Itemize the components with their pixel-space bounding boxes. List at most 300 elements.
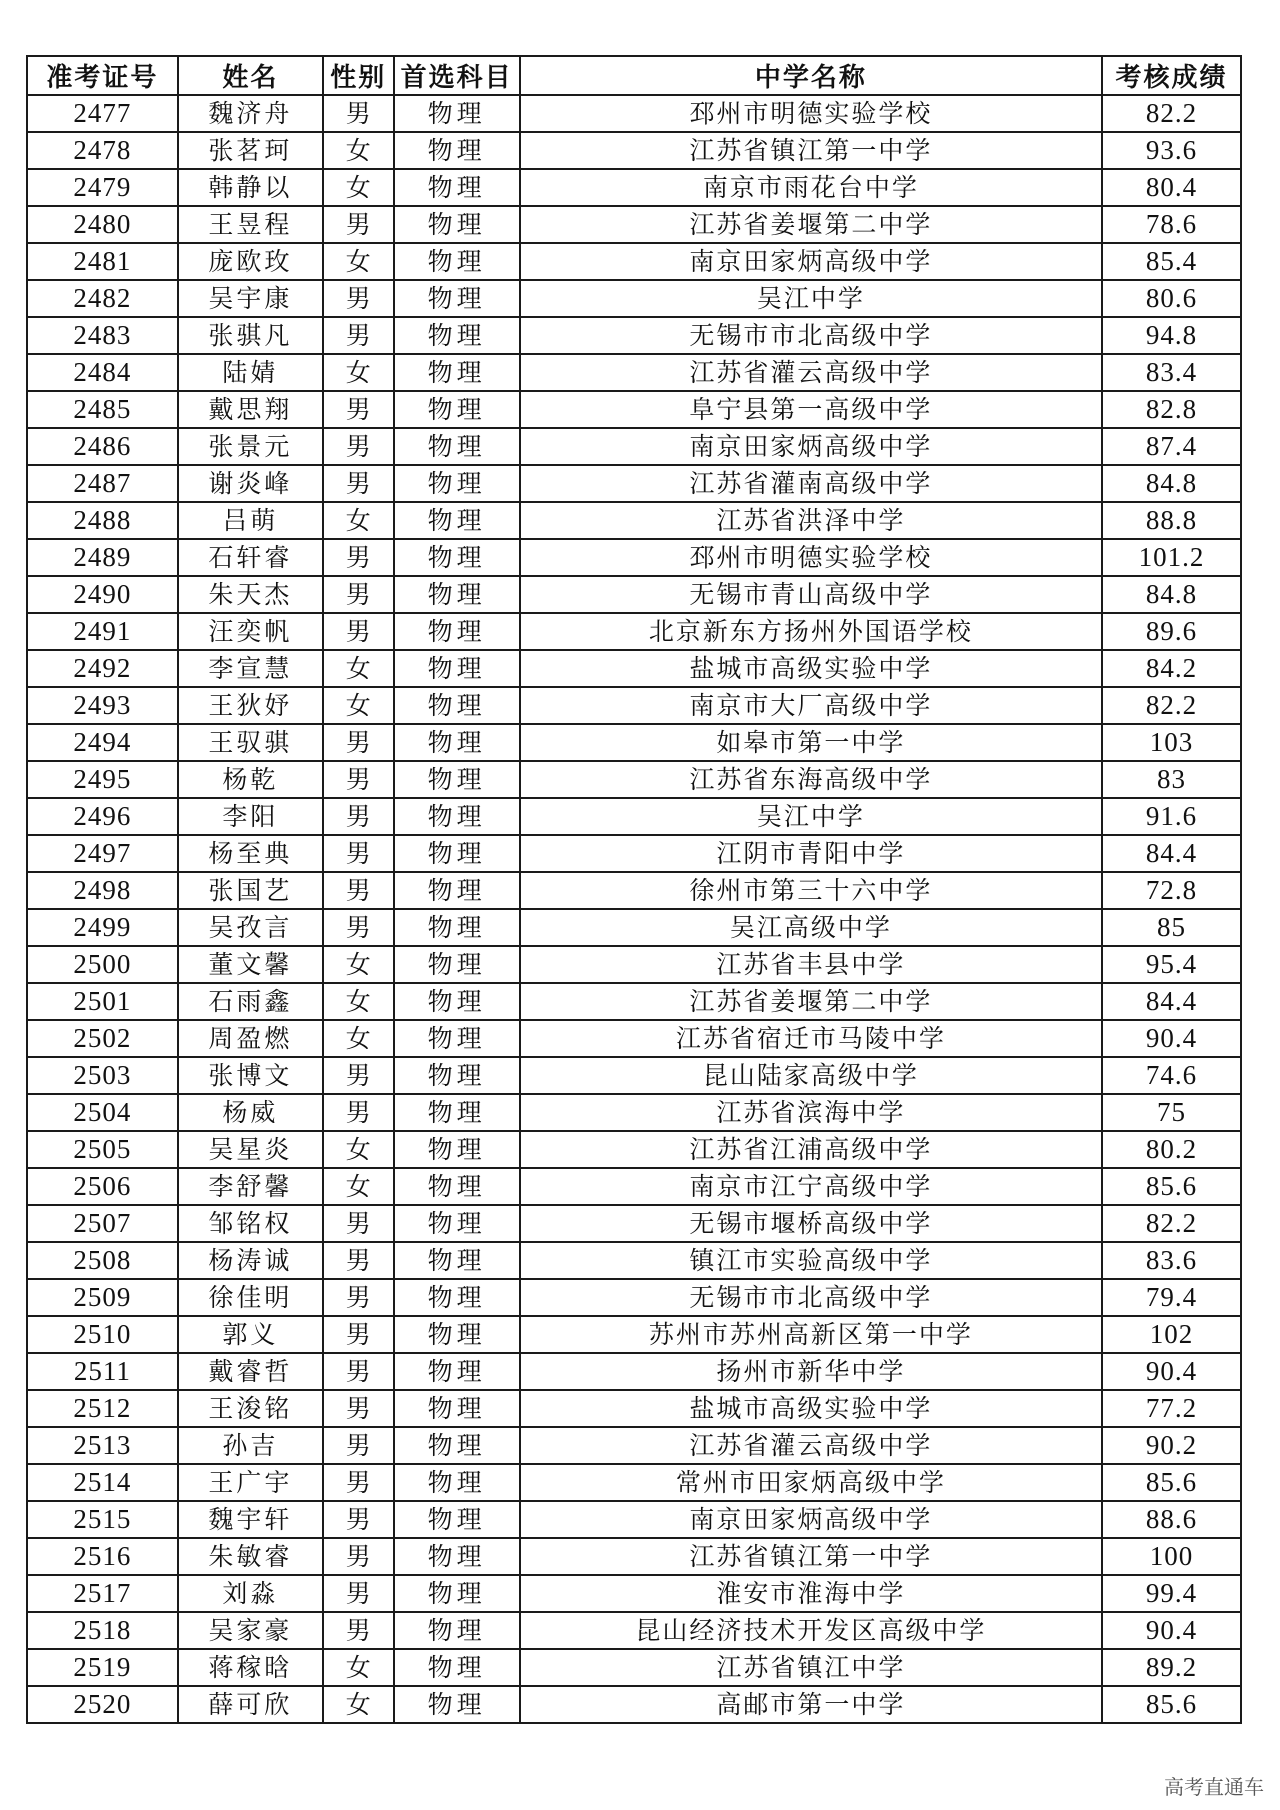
school-cell: 南京田家炳高级中学 [520, 1501, 1102, 1538]
exam-id-cell: 2497 [27, 835, 178, 872]
name-cell: 魏宇轩 [178, 1501, 323, 1538]
score-cell: 80.6 [1102, 280, 1241, 317]
subject-cell: 物理 [394, 761, 520, 798]
subject-cell: 物理 [394, 1390, 520, 1427]
gender-cell: 女 [323, 983, 394, 1020]
name-cell: 吕萌 [178, 502, 323, 539]
gender-cell: 男 [323, 872, 394, 909]
exam-id-cell: 2519 [27, 1649, 178, 1686]
gender-cell: 男 [323, 1427, 394, 1464]
score-cell: 84.8 [1102, 465, 1241, 502]
gender-cell: 男 [323, 1316, 394, 1353]
score-cell: 90.4 [1102, 1353, 1241, 1390]
exam-id-cell: 2514 [27, 1464, 178, 1501]
name-cell: 孙吉 [178, 1427, 323, 1464]
table-row [27, 1094, 1241, 1131]
school-cell: 江苏省滨海中学 [520, 1094, 1102, 1131]
exam-id-cell: 2512 [27, 1390, 178, 1427]
table-row [27, 465, 1241, 502]
table-body [27, 95, 1241, 1723]
exam-id-cell: 2505 [27, 1131, 178, 1168]
exam-id-cell: 2508 [27, 1242, 178, 1279]
subject-cell: 物理 [394, 1057, 520, 1094]
subject-cell: 物理 [394, 1279, 520, 1316]
table-row [27, 1390, 1241, 1427]
table-row [27, 835, 1241, 872]
name-cell: 邹铭权 [178, 1205, 323, 1242]
table-row [27, 1427, 1241, 1464]
school-cell: 江苏省灌云高级中学 [520, 354, 1102, 391]
subject-cell: 物理 [394, 317, 520, 354]
score-cell: 101.2 [1102, 539, 1241, 576]
subject-cell: 物理 [394, 1205, 520, 1242]
gender-cell: 男 [323, 1464, 394, 1501]
name-cell: 杨至典 [178, 835, 323, 872]
school-cell: 江苏省宿迁市马陵中学 [520, 1020, 1102, 1057]
school-cell: 无锡市堰桥高级中学 [520, 1205, 1102, 1242]
subject-cell: 物理 [394, 206, 520, 243]
table-row [27, 1353, 1241, 1390]
subject-cell: 物理 [394, 1575, 520, 1612]
table-row [27, 539, 1241, 576]
header-subject: 首选科目 [394, 56, 520, 95]
school-cell: 常州市田家炳高级中学 [520, 1464, 1102, 1501]
name-cell: 刘淼 [178, 1575, 323, 1612]
name-cell: 吴孜言 [178, 909, 323, 946]
table-row [27, 872, 1241, 909]
score-cell: 90.2 [1102, 1427, 1241, 1464]
gender-cell: 男 [323, 1205, 394, 1242]
name-cell: 李阳 [178, 798, 323, 835]
table-row [27, 909, 1241, 946]
subject-cell: 物理 [394, 909, 520, 946]
school-cell: 江苏省灌南高级中学 [520, 465, 1102, 502]
exam-id-cell: 2488 [27, 502, 178, 539]
gender-cell: 男 [323, 539, 394, 576]
name-cell: 王广宇 [178, 1464, 323, 1501]
exam-id-cell: 2481 [27, 243, 178, 280]
school-cell: 扬州市新华中学 [520, 1353, 1102, 1390]
name-cell: 李舒馨 [178, 1168, 323, 1205]
exam-id-cell: 2500 [27, 946, 178, 983]
name-cell: 王狄妤 [178, 687, 323, 724]
gender-cell: 男 [323, 761, 394, 798]
score-cell: 77.2 [1102, 1390, 1241, 1427]
subject-cell: 物理 [394, 1612, 520, 1649]
exam-id-cell: 2479 [27, 169, 178, 206]
school-cell: 吴江中学 [520, 280, 1102, 317]
gender-cell: 女 [323, 687, 394, 724]
school-cell: 淮安市淮海中学 [520, 1575, 1102, 1612]
gender-cell: 男 [323, 576, 394, 613]
table-row [27, 761, 1241, 798]
table-row [27, 983, 1241, 1020]
score-cell: 83.4 [1102, 354, 1241, 391]
exam-id-cell: 2513 [27, 1427, 178, 1464]
header-gender: 性别 [323, 56, 394, 95]
subject-cell: 物理 [394, 465, 520, 502]
subject-cell: 物理 [394, 1353, 520, 1390]
exam-id-cell: 2517 [27, 1575, 178, 1612]
school-cell: 江苏省镇江第一中学 [520, 1538, 1102, 1575]
table-row [27, 391, 1241, 428]
gender-cell: 男 [323, 1501, 394, 1538]
exam-id-cell: 2504 [27, 1094, 178, 1131]
exam-id-cell: 2520 [27, 1686, 178, 1723]
name-cell: 杨乾 [178, 761, 323, 798]
gender-cell: 男 [323, 465, 394, 502]
score-cell: 88.6 [1102, 1501, 1241, 1538]
gender-cell: 男 [323, 1353, 394, 1390]
table-row [27, 132, 1241, 169]
gender-cell: 女 [323, 502, 394, 539]
school-cell: 北京新东方扬州外国语学校 [520, 613, 1102, 650]
school-cell: 江苏省镇江中学 [520, 1649, 1102, 1686]
exam-id-cell: 2502 [27, 1020, 178, 1057]
school-cell: 江苏省灌云高级中学 [520, 1427, 1102, 1464]
subject-cell: 物理 [394, 576, 520, 613]
table-row [27, 1205, 1241, 1242]
gender-cell: 男 [323, 909, 394, 946]
name-cell: 张茗珂 [178, 132, 323, 169]
table-row [27, 169, 1241, 206]
subject-cell: 物理 [394, 354, 520, 391]
school-cell: 昆山经济技术开发区高级中学 [520, 1612, 1102, 1649]
gender-cell: 女 [323, 169, 394, 206]
name-cell: 吴星炎 [178, 1131, 323, 1168]
name-cell: 石雨鑫 [178, 983, 323, 1020]
table-row [27, 1464, 1241, 1501]
exam-id-cell: 2498 [27, 872, 178, 909]
score-cell: 85.6 [1102, 1686, 1241, 1723]
name-cell: 石轩睿 [178, 539, 323, 576]
name-cell: 张景元 [178, 428, 323, 465]
exam-id-cell: 2503 [27, 1057, 178, 1094]
school-cell: 江苏省丰县中学 [520, 946, 1102, 983]
school-cell: 江苏省姜堰第二中学 [520, 983, 1102, 1020]
score-cell: 87.4 [1102, 428, 1241, 465]
school-cell: 南京市大厂高级中学 [520, 687, 1102, 724]
school-cell: 邳州市明德实验学校 [520, 539, 1102, 576]
table-row [27, 280, 1241, 317]
score-cell: 83 [1102, 761, 1241, 798]
gender-cell: 女 [323, 354, 394, 391]
exam-id-cell: 2485 [27, 391, 178, 428]
subject-cell: 物理 [394, 539, 520, 576]
results-table [26, 55, 1242, 1724]
score-cell: 90.4 [1102, 1612, 1241, 1649]
gender-cell: 女 [323, 132, 394, 169]
school-cell: 无锡市青山高级中学 [520, 576, 1102, 613]
score-cell: 78.6 [1102, 206, 1241, 243]
name-cell: 蒋稼晗 [178, 1649, 323, 1686]
score-cell: 84.8 [1102, 576, 1241, 613]
subject-cell: 物理 [394, 243, 520, 280]
school-cell: 无锡市市北高级中学 [520, 317, 1102, 354]
subject-cell: 物理 [394, 1131, 520, 1168]
school-cell: 江苏省东海高级中学 [520, 761, 1102, 798]
gender-cell: 女 [323, 1168, 394, 1205]
subject-cell: 物理 [394, 724, 520, 761]
school-cell: 盐城市高级实验中学 [520, 650, 1102, 687]
school-cell: 苏州市苏州高新区第一中学 [520, 1316, 1102, 1353]
name-cell: 戴睿哲 [178, 1353, 323, 1390]
score-cell: 90.4 [1102, 1020, 1241, 1057]
subject-cell: 物理 [394, 132, 520, 169]
exam-id-cell: 2487 [27, 465, 178, 502]
table-row [27, 1057, 1241, 1094]
school-cell: 阜宁县第一高级中学 [520, 391, 1102, 428]
subject-cell: 物理 [394, 1242, 520, 1279]
name-cell: 张骐凡 [178, 317, 323, 354]
name-cell: 吴宇康 [178, 280, 323, 317]
school-cell: 高邮市第一中学 [520, 1686, 1102, 1723]
exam-id-cell: 2510 [27, 1316, 178, 1353]
table-row [27, 1168, 1241, 1205]
exam-id-cell: 2491 [27, 613, 178, 650]
school-cell: 昆山陆家高级中学 [520, 1057, 1102, 1094]
gender-cell: 男 [323, 317, 394, 354]
gender-cell: 男 [323, 724, 394, 761]
exam-id-cell: 2511 [27, 1353, 178, 1390]
exam-id-cell: 2482 [27, 280, 178, 317]
school-cell: 盐城市高级实验中学 [520, 1390, 1102, 1427]
score-cell: 88.8 [1102, 502, 1241, 539]
name-cell: 朱敏睿 [178, 1538, 323, 1575]
name-cell: 薛可欣 [178, 1686, 323, 1723]
name-cell: 董文馨 [178, 946, 323, 983]
exam-id-cell: 2499 [27, 909, 178, 946]
school-cell: 江苏省洪泽中学 [520, 502, 1102, 539]
table-row [27, 1612, 1241, 1649]
name-cell: 徐佳明 [178, 1279, 323, 1316]
score-cell: 85.6 [1102, 1168, 1241, 1205]
name-cell: 陆婧 [178, 354, 323, 391]
name-cell: 王浚铭 [178, 1390, 323, 1427]
school-cell: 江苏省镇江第一中学 [520, 132, 1102, 169]
score-cell: 95.4 [1102, 946, 1241, 983]
school-cell: 吴江中学 [520, 798, 1102, 835]
header-name: 姓名 [178, 56, 323, 95]
gender-cell: 女 [323, 243, 394, 280]
school-cell: 吴江高级中学 [520, 909, 1102, 946]
subject-cell: 物理 [394, 1649, 520, 1686]
subject-cell: 物理 [394, 169, 520, 206]
exam-id-cell: 2478 [27, 132, 178, 169]
score-cell: 79.4 [1102, 1279, 1241, 1316]
gender-cell: 男 [323, 206, 394, 243]
table-row [27, 1020, 1241, 1057]
table-row [27, 354, 1241, 391]
score-cell: 72.8 [1102, 872, 1241, 909]
score-cell: 99.4 [1102, 1575, 1241, 1612]
exam-id-cell: 2483 [27, 317, 178, 354]
score-cell: 82.8 [1102, 391, 1241, 428]
exam-id-cell: 2506 [27, 1168, 178, 1205]
subject-cell: 物理 [394, 280, 520, 317]
subject-cell: 物理 [394, 1538, 520, 1575]
subject-cell: 物理 [394, 983, 520, 1020]
name-cell: 汪奕帆 [178, 613, 323, 650]
gender-cell: 女 [323, 1649, 394, 1686]
subject-cell: 物理 [394, 798, 520, 835]
gender-cell: 女 [323, 1020, 394, 1057]
score-cell: 84.4 [1102, 835, 1241, 872]
name-cell: 韩静以 [178, 169, 323, 206]
table-row [27, 946, 1241, 983]
score-cell: 102 [1102, 1316, 1241, 1353]
score-cell: 89.6 [1102, 613, 1241, 650]
table-row [27, 243, 1241, 280]
subject-cell: 物理 [394, 1427, 520, 1464]
name-cell: 张博文 [178, 1057, 323, 1094]
name-cell: 朱天杰 [178, 576, 323, 613]
gender-cell: 女 [323, 1686, 394, 1723]
name-cell: 戴思翔 [178, 391, 323, 428]
gender-cell: 男 [323, 1094, 394, 1131]
header-exam-id: 准考证号 [27, 56, 178, 95]
table-row [27, 1316, 1241, 1353]
exam-id-cell: 2486 [27, 428, 178, 465]
school-cell: 南京田家炳高级中学 [520, 243, 1102, 280]
score-cell: 82.2 [1102, 1205, 1241, 1242]
school-cell: 江苏省姜堰第二中学 [520, 206, 1102, 243]
watermark-text: 高考直通车 [1164, 1775, 1264, 1799]
name-cell: 王昱程 [178, 206, 323, 243]
exam-id-cell: 2489 [27, 539, 178, 576]
exam-id-cell: 2516 [27, 1538, 178, 1575]
table-row [27, 576, 1241, 613]
exam-id-cell: 2507 [27, 1205, 178, 1242]
school-cell: 如皋市第一中学 [520, 724, 1102, 761]
gender-cell: 男 [323, 95, 394, 132]
name-cell: 王驭骐 [178, 724, 323, 761]
score-cell: 85.6 [1102, 1464, 1241, 1501]
score-cell: 103 [1102, 724, 1241, 761]
name-cell: 李宣慧 [178, 650, 323, 687]
name-cell: 周盈燃 [178, 1020, 323, 1057]
gender-cell: 男 [323, 835, 394, 872]
table-row [27, 687, 1241, 724]
subject-cell: 物理 [394, 1686, 520, 1723]
table-row [27, 650, 1241, 687]
name-cell: 庞欧玫 [178, 243, 323, 280]
score-cell: 94.8 [1102, 317, 1241, 354]
table-row [27, 724, 1241, 761]
exam-id-cell: 2518 [27, 1612, 178, 1649]
subject-cell: 物理 [394, 946, 520, 983]
school-cell: 徐州市第三十六中学 [520, 872, 1102, 909]
table-row [27, 1242, 1241, 1279]
name-cell: 杨威 [178, 1094, 323, 1131]
subject-cell: 物理 [394, 502, 520, 539]
school-cell: 南京田家炳高级中学 [520, 428, 1102, 465]
table-row [27, 317, 1241, 354]
score-cell: 89.2 [1102, 1649, 1241, 1686]
name-cell: 吴家豪 [178, 1612, 323, 1649]
table-row [27, 428, 1241, 465]
name-cell: 魏济舟 [178, 95, 323, 132]
subject-cell: 物理 [394, 650, 520, 687]
gender-cell: 男 [323, 428, 394, 465]
name-cell: 谢炎峰 [178, 465, 323, 502]
exam-id-cell: 2493 [27, 687, 178, 724]
score-cell: 75 [1102, 1094, 1241, 1131]
subject-cell: 物理 [394, 428, 520, 465]
exam-id-cell: 2477 [27, 95, 178, 132]
table-row [27, 1501, 1241, 1538]
score-cell: 84.4 [1102, 983, 1241, 1020]
gender-cell: 男 [323, 1575, 394, 1612]
school-cell: 无锡市市北高级中学 [520, 1279, 1102, 1316]
subject-cell: 物理 [394, 1464, 520, 1501]
table-row [27, 1649, 1241, 1686]
table-row [27, 1279, 1241, 1316]
exam-id-cell: 2496 [27, 798, 178, 835]
score-cell: 85 [1102, 909, 1241, 946]
name-cell: 郭义 [178, 1316, 323, 1353]
gender-cell: 男 [323, 1057, 394, 1094]
exam-id-cell: 2480 [27, 206, 178, 243]
exam-id-cell: 2501 [27, 983, 178, 1020]
gender-cell: 男 [323, 1242, 394, 1279]
header-school: 中学名称 [520, 56, 1102, 95]
school-cell: 江阴市青阳中学 [520, 835, 1102, 872]
score-cell: 84.2 [1102, 650, 1241, 687]
score-cell: 93.6 [1102, 132, 1241, 169]
gender-cell: 男 [323, 391, 394, 428]
subject-cell: 物理 [394, 835, 520, 872]
exam-id-cell: 2494 [27, 724, 178, 761]
gender-cell: 女 [323, 946, 394, 983]
exam-id-cell: 2492 [27, 650, 178, 687]
school-cell: 邳州市明德实验学校 [520, 95, 1102, 132]
name-cell: 张国艺 [178, 872, 323, 909]
table-row [27, 1575, 1241, 1612]
table-row [27, 502, 1241, 539]
score-cell: 91.6 [1102, 798, 1241, 835]
gender-cell: 男 [323, 613, 394, 650]
score-cell: 85.4 [1102, 243, 1241, 280]
gender-cell: 男 [323, 280, 394, 317]
gender-cell: 男 [323, 1390, 394, 1427]
table-row [27, 206, 1241, 243]
subject-cell: 物理 [394, 391, 520, 428]
table-row [27, 798, 1241, 835]
subject-cell: 物理 [394, 1020, 520, 1057]
table-row [27, 95, 1241, 132]
exam-id-cell: 2495 [27, 761, 178, 798]
exam-id-cell: 2490 [27, 576, 178, 613]
school-cell: 南京市江宁高级中学 [520, 1168, 1102, 1205]
header-score: 考核成绩 [1102, 56, 1241, 95]
subject-cell: 物理 [394, 687, 520, 724]
table-row [27, 1131, 1241, 1168]
subject-cell: 物理 [394, 1168, 520, 1205]
gender-cell: 女 [323, 650, 394, 687]
score-cell: 80.2 [1102, 1131, 1241, 1168]
subject-cell: 物理 [394, 95, 520, 132]
subject-cell: 物理 [394, 613, 520, 650]
subject-cell: 物理 [394, 872, 520, 909]
gender-cell: 男 [323, 1279, 394, 1316]
exam-id-cell: 2509 [27, 1279, 178, 1316]
table-row [27, 613, 1241, 650]
school-cell: 江苏省江浦高级中学 [520, 1131, 1102, 1168]
score-cell: 100 [1102, 1538, 1241, 1575]
subject-cell: 物理 [394, 1094, 520, 1131]
gender-cell: 女 [323, 1131, 394, 1168]
